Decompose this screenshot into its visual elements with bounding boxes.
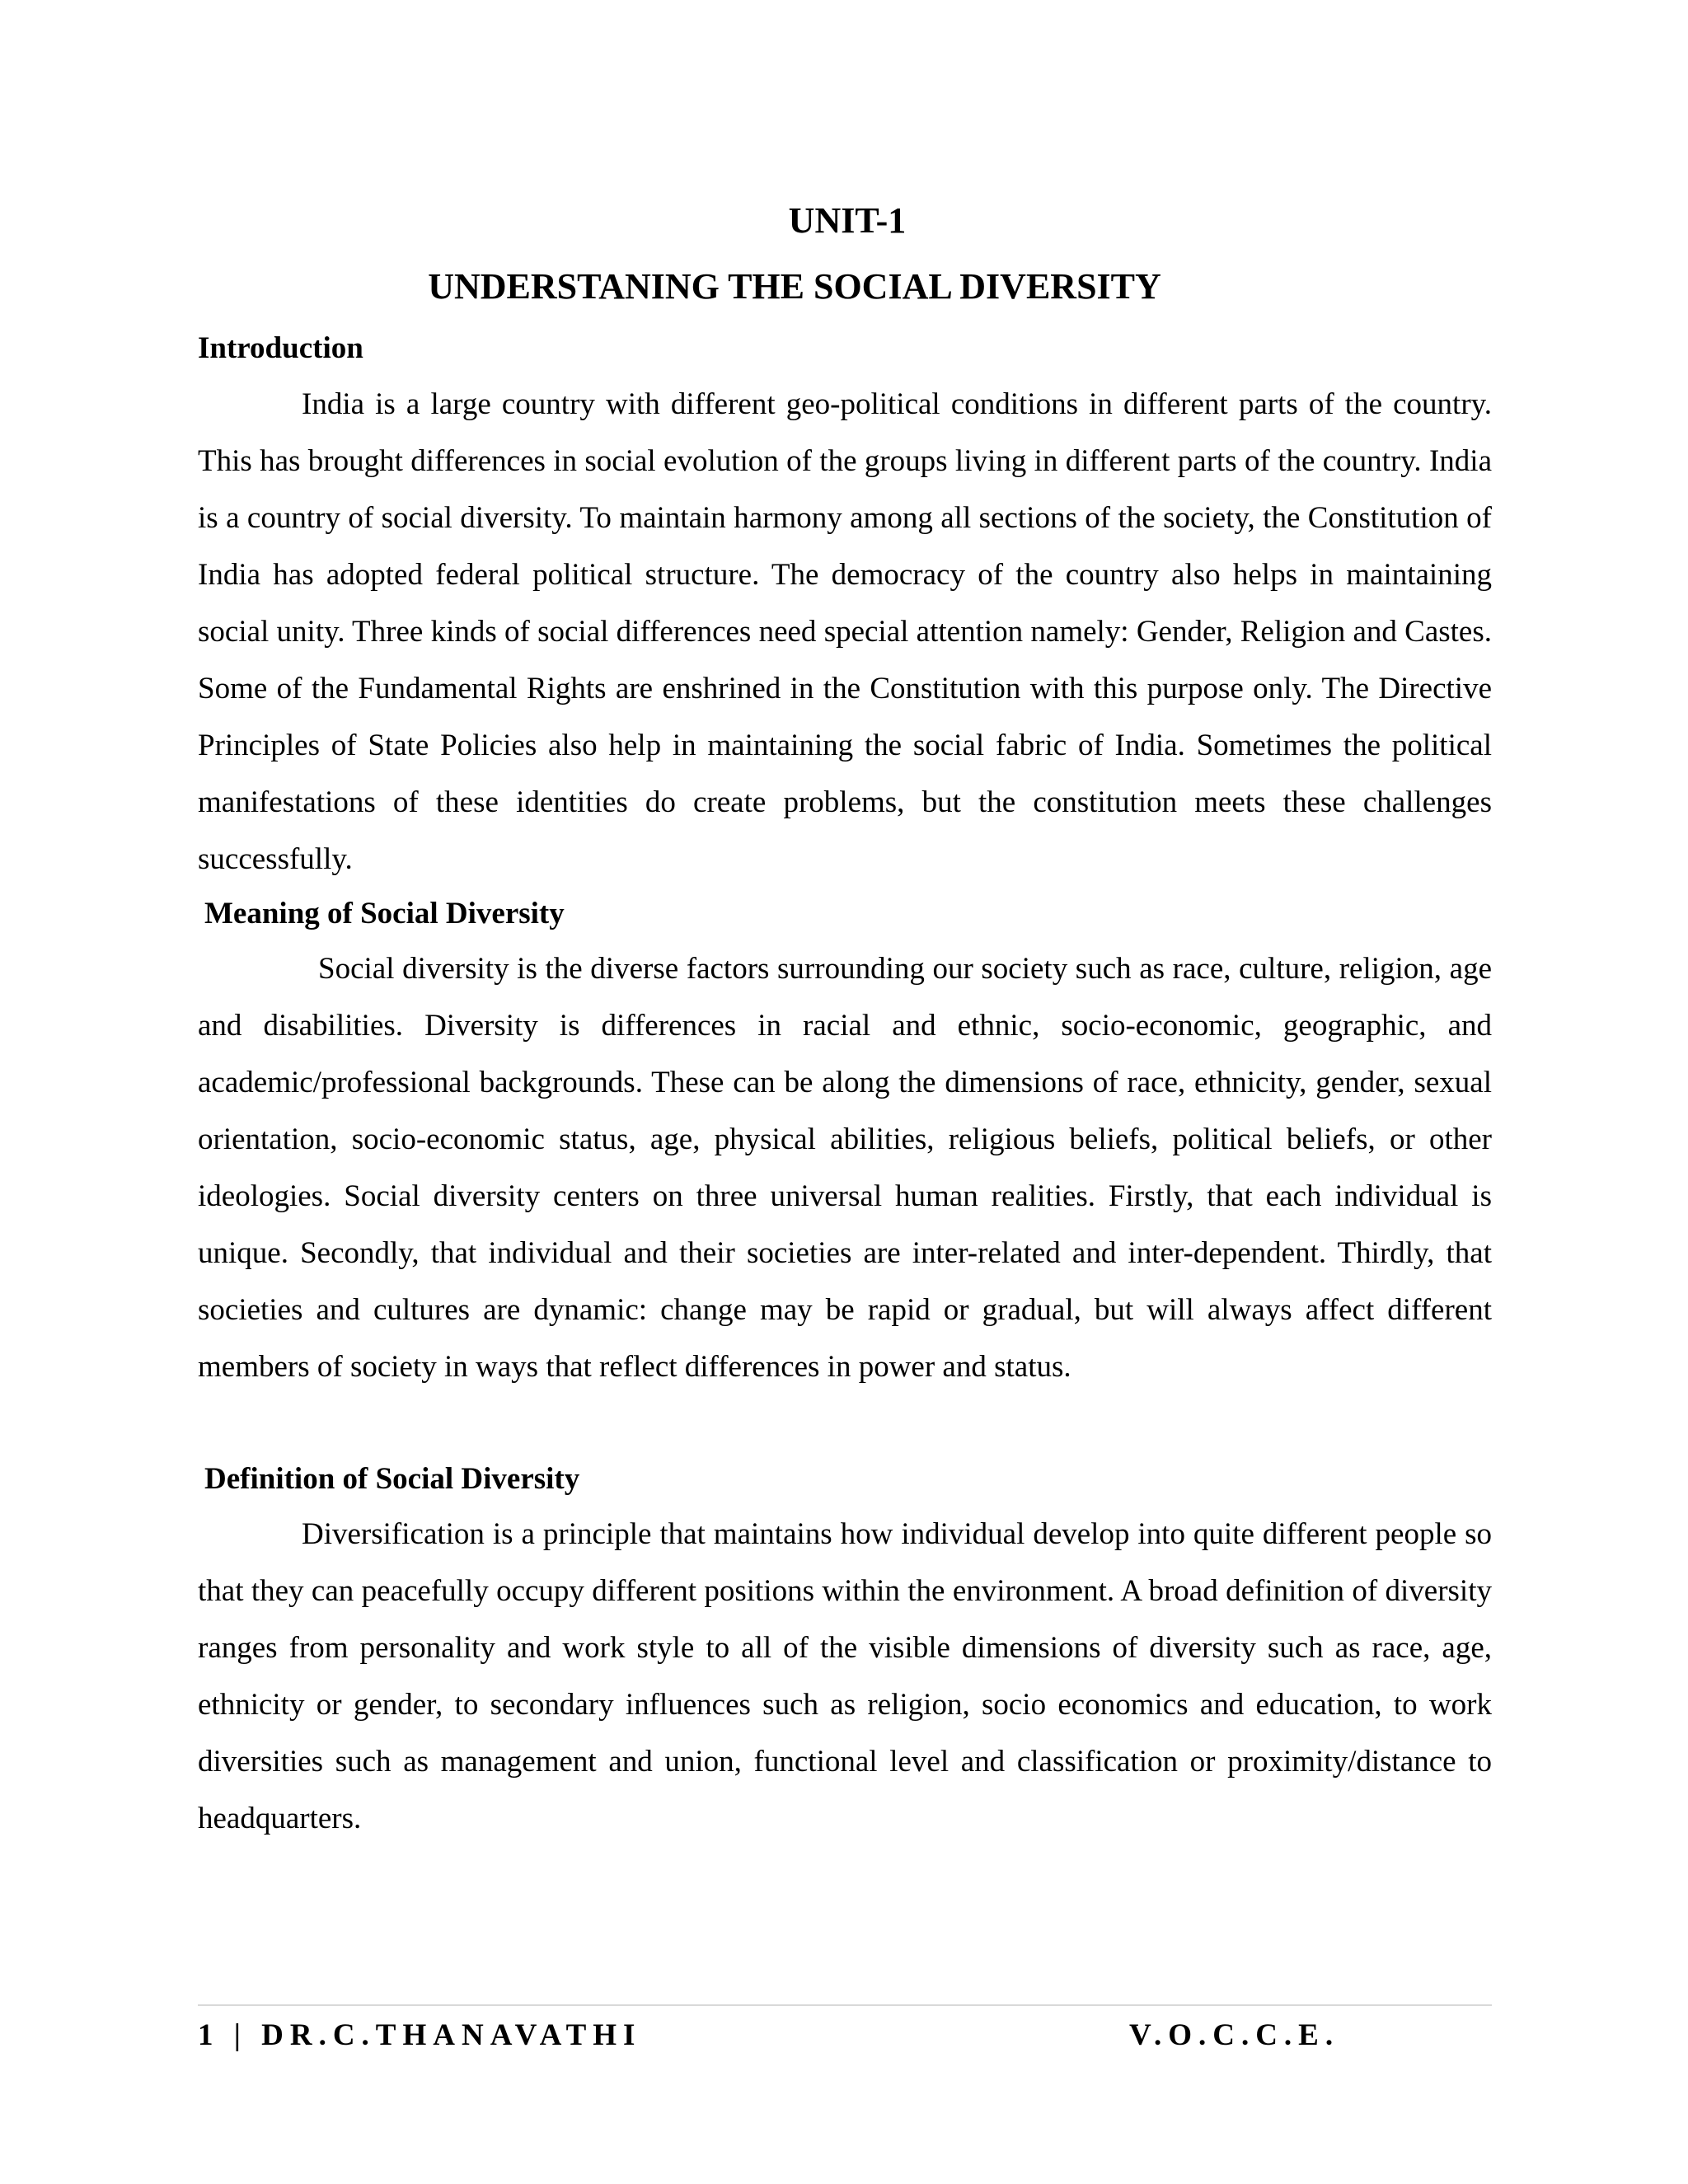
footer-page-author: 1 | DR.C.THANAVATHI [198,2018,642,2052]
section-heading-definition: Definition of Social Diversity [204,1462,580,1496]
footer-divider [198,2004,1492,2006]
section-heading-introduction: Introduction [198,331,363,365]
paragraph-introduction: India is a large country with different geo-political conditions in different parts of the country. This has brought differences in social evolution of the groups living in different parts of the country. India is a country of social diversity. To maintain harmony among all sections of the society, the Constitution of India has adopted federal political structure. The democracy of the country also helps in maintaining social unity. Three kinds of social differences need special attention namely: Gender, Religion and Castes. Some of the Fundamental Rights are enshrined in the Constitution with this purpose only. The Directive Principles of State Policies also help in maintaining the social fabric of India. Sometimes the political manifestations of these identities do create problems, but the constitution meets these challenges successfully. [198,387,1492,876]
paragraph-definition: Diversification is a principle that maintains how individual develop into quite different people so that they can peacefully occupy different positions within the environment. A broad definition of diversity ranges from personality and work style to all of the visible dimensions of diversity such as race, age, ethnicity or gender, to secondary influences such as religion, socio economics and education, to work diversities such as management and union, functional level and classification or proximity/distance to headquarters. [198,1517,1492,1835]
unit-label: UNIT-1 [788,200,907,241]
page-title: UNDERSTANING THE SOCIAL DIVERSITY [428,266,1161,307]
section-heading-meaning: Meaning of Social Diversity [204,897,565,930]
paragraph-meaning: Social diversity is the diverse factors surrounding our society such as race, culture, religion, age and disabilities. Diversity is differences in racial and ethnic, socio-economic, geographic, and academic/professional backgrounds. These can be along the dimensions of race, ethnicity, gender, sexual orientation, socio-economic status, age, physical abilities, religious beliefs, political beliefs, or other ideologies. Social diversity centers on three universal human realities. Firstly, that each individual is unique. Secondly, that individual and their societies are inter-related and inter-dependent. Thirdly, that societies and cultures are dynamic: change may be rapid or gradual, but will always affect different members of society in ways that reflect differences in power and status. [198,952,1492,1384]
footer-institution: V.O.C.C.E. [1129,2018,1340,2052]
